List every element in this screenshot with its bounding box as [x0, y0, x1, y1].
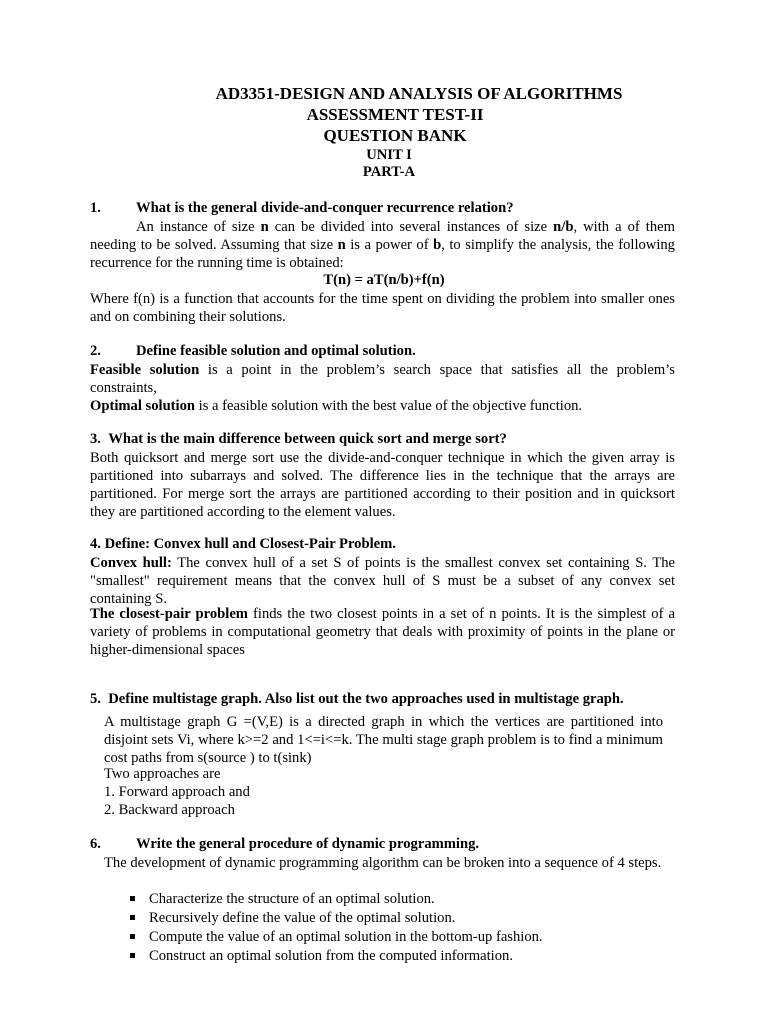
- unit-heading: UNIT I: [366, 147, 412, 163]
- question-text: Define multistage graph. Also list out the two approaches used in multistage graph.: [108, 691, 624, 707]
- list-item: Compute the value of an optimal solution in the bottom-up fashion.: [130, 928, 543, 947]
- question-number: 6.: [90, 836, 101, 852]
- answer-3: Both quicksort and merge sort use the divide-and-conquer technique in which the given array is partitioned into subarrays and solved. The difference lies in the technique that the arrays are partitioned. For merge sort the arrays are partitioned according to their position and in quicksort they are partitioned according to the element values.: [90, 450, 675, 520]
- approaches-intro: Two approaches are: [104, 766, 221, 782]
- list-item: Recursively define the value of the optimal solution.: [130, 909, 543, 928]
- bullet-icon: [130, 934, 135, 939]
- list-item: Construct an optimal solution from the computed information.: [130, 947, 543, 966]
- answer-5: A multistage graph G =(V,E) is a directed graph in which the vertices are partitioned into disjoint sets Vi, where k>=2 and 1<=i<=k. The multi stage graph problem is to find a minimum cost paths from s(source ) to t(sink): [104, 714, 663, 766]
- closest-pair-definition: The closest-pair problem finds the two closest points in a set of n points. It is the simplest of a variety of problems in computational geometry that deals with proximity of points in the plane or higher-dimensional spaces: [90, 606, 675, 658]
- question-2: [90, 343, 416, 360]
- question-number: 4.: [90, 536, 101, 552]
- steps-list: [130, 890, 543, 966]
- question-text: What is the general divide-and-conquer recurrence relation?: [136, 200, 514, 216]
- question-4: [90, 536, 396, 553]
- bullet-icon: [130, 915, 135, 920]
- question-6: [90, 836, 479, 853]
- question-number: 1.: [90, 200, 101, 216]
- bullet-icon: [130, 953, 135, 958]
- approach-item: 2. Backward approach: [104, 802, 235, 818]
- question-1: [90, 200, 514, 217]
- feasible-solution-definition: Feasible solution is a point in the problem’s search space that satisfies all the problem’s constraints,: [90, 362, 675, 396]
- list-item: Characterize the structure of an optimal solution.: [130, 890, 543, 909]
- question-number: 3.: [90, 431, 101, 447]
- test-title: ASSESSMENT TEST-II: [306, 105, 484, 124]
- question-3: [90, 431, 507, 448]
- question-5: [90, 691, 624, 708]
- question-text: Define: Convex hull and Closest-Pair Problem.: [104, 536, 396, 552]
- answer-1-paragraph: An instance of size n can be divided into several instances of size n/b, with a of them needing to be solved. Assuming that size n is a power of b, to simplify the analysis, the following recurrence for the running time is obtained:: [90, 219, 675, 271]
- answer-1-where: Where f(n) is a function that accounts for the time spent on dividing the problem into smaller ones and on combining their solutions.: [90, 291, 675, 325]
- question-number: 2.: [90, 343, 101, 359]
- optimal-solution-definition: Optimal solution is a feasible solution with the best value of the objective function.: [90, 398, 583, 414]
- question-text: Define feasible solution and optimal solution.: [136, 343, 416, 359]
- question-text: What is the main difference between quick sort and merge sort?: [108, 431, 507, 447]
- convex-hull-definition: Convex hull: The convex hull of a set S of points is the smallest convex set containing S. The "smallest" requirement means that the convex hull of S must be a subset of any convex set containing S.: [90, 555, 676, 607]
- part-heading: PART-A: [362, 164, 416, 180]
- question-bank-title: QUESTION BANK: [323, 126, 467, 145]
- answer-6-intro: The development of dynamic programming algorithm can be broken into a sequence of 4 steps.: [104, 855, 662, 871]
- question-text: Write the general procedure of dynamic programming.: [136, 836, 480, 852]
- course-title: AD3351-DESIGN AND ANALYSIS OF ALGORITHMS: [215, 84, 623, 103]
- recurrence-formula: T(n) = aT(n/b)+f(n): [323, 272, 445, 288]
- question-number: 5.: [90, 691, 101, 707]
- bullet-icon: [130, 896, 135, 901]
- approach-item: 1. Forward approach and: [104, 784, 250, 800]
